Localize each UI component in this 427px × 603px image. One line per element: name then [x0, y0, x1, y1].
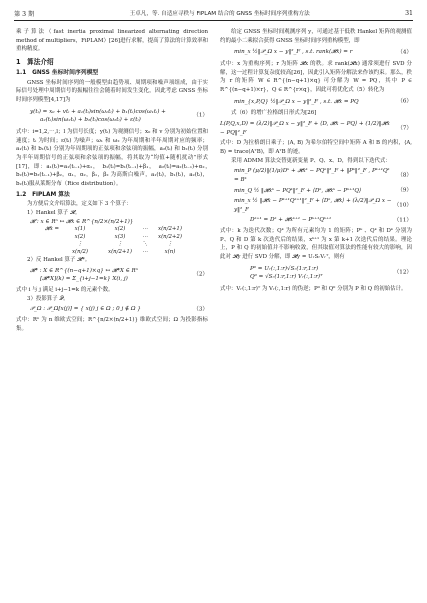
- matrix-cell: ⋯: [142, 233, 148, 240]
- body-paragraph: 式中：Vᵣ(:,1:r)ᵀ 为 Vᵣ(:,1:r) 的伪逆；P⁰ 和 Q⁰ 分别为 P 和 Q 的初始估计。: [220, 285, 407, 292]
- section-heading: 1 算法介绍: [16, 58, 54, 67]
- running-header: [14, 6, 413, 21]
- equation-10: [220, 197, 412, 214]
- body-paragraph: 式中：Rⁿ 为 n 维欧式空间；R^{n/2×(n/2+1)} 维欧式空间；Ω 为投影指标集。: [16, 316, 208, 332]
- body-paragraph: 式中：D 为拉格朗日乘子；⟨A, B⟩ 为希尔伯特空间中矩阵 A 和 B 的内积，⟨A, B⟩ = trace(AᵀB)，即 AᵀB 的迹。: [220, 140, 412, 155]
- body-paragraph: 采用 ADMM 算法交替更新变量 P、Q、x、D，得到以下迭代式：: [231, 157, 391, 164]
- equation-line: min_x ½‖𝒫_Ω x − y‖²_F , s.t. rank(𝓗x) = r: [234, 49, 353, 56]
- matrix-cell: ⋮: [167, 241, 173, 248]
- equation-number: （6）: [397, 98, 412, 105]
- matrix-cell: [44, 249, 60, 256]
- body-paragraph: 式中 i 与 j 满足 i+j−1=k 的元素个数。: [16, 286, 114, 293]
- operator-label: 1）Hankel 算子 𝓗。: [27, 210, 81, 217]
- intro-paragraph: 乘子算法（fast inertia proximal linearized alternating direction method of multipliers，FiPLAM）[26]进行求解，提高了算法的计算效率和重构精度。: [16, 29, 208, 53]
- equation-number: （3）: [193, 306, 208, 313]
- matrix-cell: x(1): [74, 226, 86, 233]
- matrix-cell: 𝓗x =: [44, 226, 60, 233]
- matrix-cell: x(n/2+2): [158, 233, 182, 240]
- matrix-cell: x(n/2+1): [108, 248, 132, 255]
- equation-1: [16, 108, 208, 125]
- equation-line: min_x ½ ‖𝓗x − Pᵏ⁺¹Qᵏ⁺¹‖²_F + ⟨Dᵏ, 𝓗x⟩ + (λ/2)‖𝒫_Ω x − y‖²_F: [234, 198, 392, 213]
- body-paragraph: 式中：x 为重构序列；r 为矩阵 𝓗x 的秩。求 rank(𝓗x) 通常须进行 SVD 分解，这一过程计算复杂度较高[26]，因此引入矩阵分解法来作该约束。那么，秩为 r 的矩阵 W ∈ R^{(n−q+1)×q} 可分解为 W = PQ，其中 P ∈ R^{(n−q+1)×r}，Q ∈ R^{r×q}，因此可将优化式（5）转化为: [220, 61, 412, 94]
- matrix-cell: ⋮: [77, 241, 83, 248]
- subsection-heading: 1.1 GNSS 坐标时间序列模型: [16, 69, 99, 76]
- body-paragraph: 为方便后文介绍算法，定义如下 3 个算子：: [27, 201, 132, 208]
- body-paragraph: 给定 GNSS 坐标时间观测序列 y，可通过基于低秩 Hankel 矩阵的观测值约的最小二乘拟合获得 GNSS 坐标时间序列重构模型，即: [220, 29, 412, 44]
- right-column: [220, 28, 412, 294]
- equation-number: （7）: [397, 125, 412, 132]
- body-paragraph: 式中：k 为迭代次数；Qᵏ 为所有元素均为 1 的矩阵；Pᵏ 、Qᵏ 和 Dᵏ 分别为 P、Q 和 D 第 k 次迭代后的结果，xᵏ⁺¹ 为 x 第 k+1 次迭代后的结果。理论上，P 和 Q 的初始值并不影响收敛，但其取值对算法的性能有较大的影响，因此对 𝓗y 进行 SVD 分解，即 𝓗y = UᵣSᵣVᵣᵀ，则有: [220, 227, 412, 261]
- equation-number: （1）: [193, 112, 208, 119]
- equation-4: [220, 48, 412, 57]
- equation-3: [16, 305, 208, 314]
- operator-label: 2）反 Hankel 算子 𝓗*。: [27, 257, 91, 264]
- equation-number: （9）: [397, 187, 412, 194]
- equation-9: [220, 187, 412, 196]
- equation-line: min_{x,P,Q} ½‖𝒫_Ω x − y‖²_F , s.t. 𝓗x = PQ: [234, 98, 359, 105]
- equation-line: [𝓗*X](k) = Σ_{i+j−1=k} X(i, j): [40, 276, 128, 283]
- hankel-definition: [16, 218, 208, 227]
- equation-11: [220, 216, 412, 225]
- left-column: [16, 28, 214, 333]
- operator-label: 3）投影算子 𝒫。: [27, 295, 69, 302]
- equation-line: L(P,Q,x,D) = (λ/2)‖𝒫_Ω x − y‖²_F + ⟨D, 𝓗x − PQ⟩ + (1/2)‖𝓗x − PQ‖²_F: [220, 121, 390, 136]
- equation-line: min_P (μ/2)‖(1/μ)Dᵏ + 𝓗xᵏ − PQᵏ‖²_F + ‖Pᵏ‖²_F , Pᵏ⁺¹Qᵏ = Bᵏ: [234, 168, 390, 183]
- matrix-cell: x(n/2): [72, 248, 88, 255]
- matrix-cell: ⋯: [142, 226, 148, 233]
- equation-12: [220, 265, 412, 282]
- body-paragraph: 式中：i=1,2,⋯,l；l 为信号长度；y(tᵢ) 为观测信号；x₀ 和 v 分别为初始位置和速度；tᵢ 为时间；ε(tᵢ) 为噪声；ω₁ 和 ω₂ 为年周期和半年周期对应的频率；a₁(tᵢ) 和 b₁(tᵢ) 分别为年周期项的正弦项和余弦项的振幅，a₂(tᵢ) 和 b₂(tᵢ) 分别为半年周期信号的正弦项和余弦项的振幅，将其取为“均值+随机扰动”形式[17]，即：a₁(tᵢ)=a₁(tᵢ₋₁)+α₁， b₁(tᵢ)=b₁(tᵢ₋₁)+β₁， a₂(tᵢ)=a₂(tᵢ₋₁)+α₂， b₂(tᵢ)=b₂(tᵢ₋₁)+β₂，α₁，α₂，β₁，β₂ 为高斯白噪声，a₁(tᵢ)，b₁(tᵢ)，a₂(tᵢ)，b₂(tᵢ)服从莱斯分布（Rice distribution）。: [16, 128, 214, 188]
- equation-line: Dᵏ⁺¹ = Dᵏ + 𝓗xᵏ⁺¹ − Pᵏ⁺¹Qᵏ⁺¹: [250, 217, 332, 224]
- matrix-cell: x(n): [164, 248, 176, 255]
- equation-7: [220, 120, 412, 137]
- equation-number: （12）: [393, 270, 412, 277]
- equation-line: min_Q ½ ‖𝓗xᵏ − PQᵏ‖²_F + ⟨Dᵏ, 𝓗xᵏ − Pᵏ⁺¹Q⟩: [234, 187, 362, 194]
- issue-number: 第 3 期: [14, 10, 35, 18]
- equation-line: 𝒫_Ω : 𝒫_Ω[x(j)] = { x(j) j ∈ Ω ; 0 j ∉ Ω }: [30, 306, 141, 313]
- equation-line: y(tᵢ) = x₀ + vtᵢ + a₁(tᵢ)sin(ω₁tᵢ) + b₁(tᵢ)cos(ω₁tᵢ) +: [30, 108, 166, 115]
- header-title: 王卓凡，等. 自适应寻秩与 FiPLAM 结合的 GNSS 坐标时间序列重构方法: [129, 11, 310, 17]
- equation-number: （11）: [393, 217, 412, 224]
- equation-2: [16, 267, 208, 284]
- matrix-cell: x(2): [114, 226, 126, 233]
- equation-number: （4）: [397, 49, 412, 56]
- equation-number: （10）: [393, 202, 412, 209]
- subsection-heading: 1.2 FiPLAM 算法: [16, 191, 70, 198]
- body-paragraph: 式（6）的增广拉格朗日形式为[26]: [231, 110, 317, 117]
- matrix-cell: x(2): [74, 233, 86, 240]
- equation-line: P⁰ = Uᵣ(:,1:r)√Sᵣ(1:r,1:r): [250, 265, 319, 272]
- equation-8: [220, 167, 412, 184]
- matrix-cell: [44, 234, 60, 241]
- hankel-matrix: [16, 226, 208, 256]
- equation-line: a₂(tᵢ)sin(ω₂tᵢ) + b₂(tᵢ)cos(ω₂tᵢ) + ε(tᵢ): [40, 117, 141, 124]
- equation-number: （2）: [193, 272, 208, 279]
- equation-line: 𝓗 : x ∈ Rⁿ ↦ 𝓗x ∈ R^{n/2×(n/2+1)}: [30, 218, 134, 225]
- page-number: 31: [405, 9, 413, 17]
- body-paragraph: GNSS 坐标时间序列的一般模型由趋势项、周期项和噪声项组成，由于实际信号处理中周期信号的振幅往往会随着时间发生变化，因此考虑 GNSS 坐标时间序列模型[4,17]为: [16, 79, 208, 103]
- matrix-cell: ⋮: [117, 241, 123, 248]
- matrix-cell: x(3): [114, 233, 126, 240]
- equation-line: 𝓗* : X ∈ R^{(n−q+1)×q} ↦ 𝓗*X ∈ Rⁿ: [30, 267, 138, 274]
- equation-number: （8）: [397, 172, 412, 179]
- matrix-cell: [44, 241, 60, 248]
- matrix-cell: ⋯: [142, 248, 148, 255]
- equation-6: [220, 98, 412, 107]
- equation-line: Q⁰ = √Sᵣ(1:r,1:r) Vᵣ(:,1:r)ᵀ: [250, 274, 323, 281]
- matrix-cell: ⋱: [142, 241, 148, 248]
- matrix-cell: x(n/2+1): [158, 226, 182, 233]
